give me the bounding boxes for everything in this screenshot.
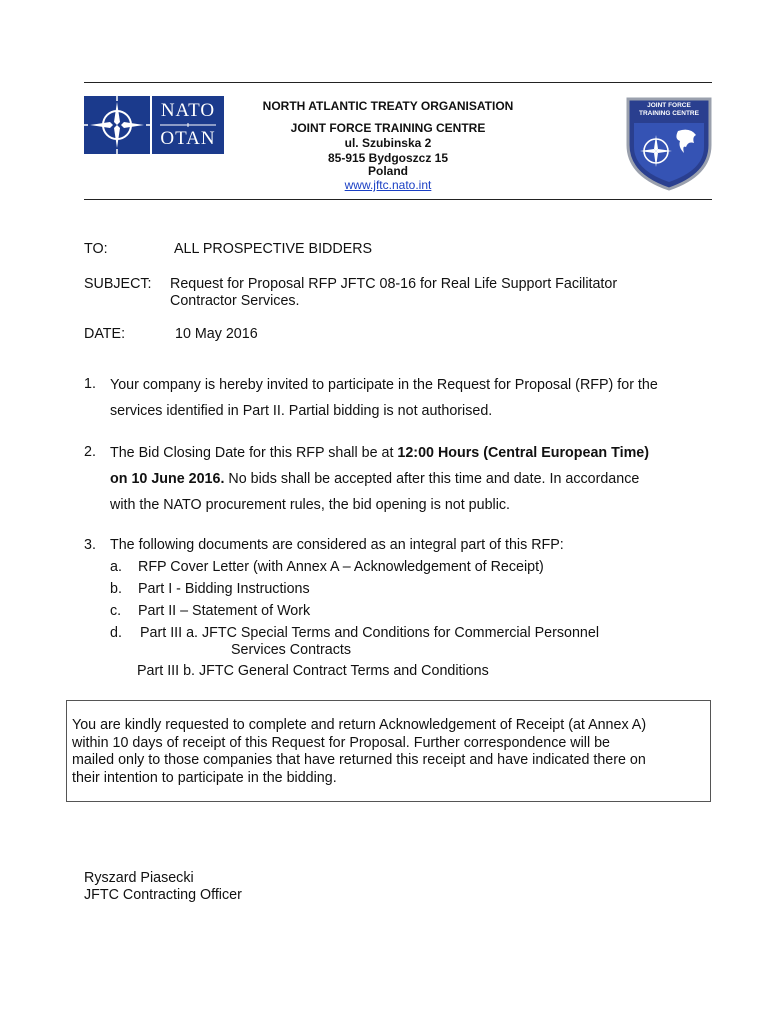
- signatory-title: JFTC Contracting Officer: [84, 887, 242, 903]
- subject-line-2: Contractor Services.: [170, 293, 300, 309]
- paragraph-1-line-1: Your company is hereby invited to participate in the Request for Proposal (RFP) for the: [110, 377, 658, 393]
- paragraph-3-number: 3.: [84, 537, 96, 553]
- paragraph-1-line-2: services identified in Part II. Partial bidding is not authorised.: [110, 403, 493, 419]
- header-bottom-rule: [84, 199, 712, 200]
- nato-logo: [84, 96, 224, 154]
- org-name: NORTH ATLANTIC TREATY ORGANISATION: [262, 99, 514, 113]
- paragraph-2-line-3: with the NATO procurement rules, the bid opening is not public.: [110, 497, 510, 513]
- signatory-name: Ryszard Piasecki: [84, 870, 194, 886]
- address-country: Poland: [367, 164, 408, 178]
- subject-line-1: Request for Proposal RFP JFTC 08-16 for Real Life Support Facilitator: [170, 276, 618, 292]
- notice-text: [72, 717, 705, 787]
- subject-label: SUBJECT:: [84, 276, 152, 292]
- paragraph-2-bold-time: 12:00 Hours (Central European Time): [397, 445, 649, 461]
- item-b-marker: b.: [110, 581, 122, 597]
- website-link[interactable]: www.jftc.nato.int: [344, 178, 432, 192]
- date-value: 10 May 2016: [175, 326, 258, 342]
- jftc-badge: [626, 97, 712, 191]
- paragraph-1-number: 1.: [84, 376, 96, 392]
- paragraph-2: [110, 440, 710, 518]
- centre-name: JOINT FORCE TRAINING CENTRE: [290, 121, 486, 135]
- paragraph-2-number: 2.: [84, 444, 96, 460]
- nato-logo-text-bottom: OTAN: [160, 128, 216, 149]
- date-label: DATE:: [84, 326, 126, 342]
- item-extra-text: Part III b. JFTC General Contract Terms and Conditions: [137, 663, 489, 679]
- notice-line-4: their intention to participate in the bidding.: [72, 769, 337, 786]
- paragraph-2-line-1: [110, 440, 710, 466]
- to-label: TO:: [84, 241, 108, 257]
- nato-logo-text-top: NATO: [160, 100, 216, 121]
- paragraph-2-text-b: No bids shall be accepted after this time and date. In accordance: [224, 471, 640, 487]
- item-c-marker: c.: [110, 603, 122, 619]
- item-a-marker: a.: [110, 559, 122, 575]
- item-b-text: Part I - Bidding Instructions: [138, 581, 310, 597]
- paragraph-1: [110, 372, 710, 424]
- item-a-text: RFP Cover Letter (with Annex A – Acknowledgement of Receipt): [138, 559, 544, 575]
- paragraph-2-line-2: [110, 466, 710, 492]
- paragraph-3-intro: The following documents are considered as an integral part of this RFP:: [110, 537, 564, 553]
- badge-text-line1: JOINT FORCE: [647, 102, 691, 109]
- item-d-continuation: Services Contracts: [231, 642, 351, 658]
- notice-line-2: within 10 days of receipt of this Request for Proposal. Further correspondence will be: [72, 734, 610, 751]
- item-c-text: Part II – Statement of Work: [138, 603, 311, 619]
- to-value: ALL PROSPECTIVE BIDDERS: [174, 241, 373, 257]
- header-top-rule: [84, 82, 712, 83]
- item-d-marker: d.: [110, 625, 122, 641]
- badge-text-line2: TRAINING CENTRE: [639, 110, 699, 117]
- paragraph-2-bold-date: on 10 June 2016.: [110, 471, 225, 487]
- website-wrapper: [258, 178, 518, 193]
- address-street: ul. Szubinska 2: [344, 136, 432, 150]
- address-city: 85-915 Bydgoszcz 15: [327, 151, 449, 165]
- paragraph-2-text-a: The Bid Closing Date for this RFP shall be at: [110, 445, 398, 461]
- notice-line-1: You are kindly requested to complete and return Acknowledgement of Receipt (at Annex A): [72, 717, 647, 733]
- item-d-text: Part III a. JFTC Special Terms and Conditions for Commercial Personnel: [140, 625, 600, 641]
- notice-box: [66, 700, 711, 802]
- notice-line-3: mailed only to those companies that have returned this receipt and have indicated there on: [72, 752, 646, 768]
